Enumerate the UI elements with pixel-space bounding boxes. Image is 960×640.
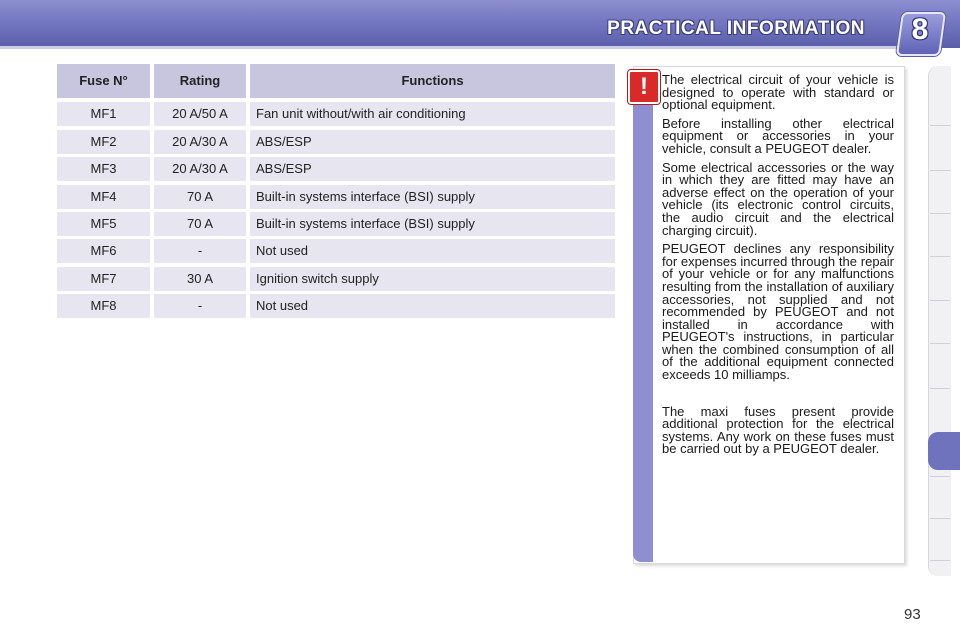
tab-divider bbox=[930, 170, 950, 171]
tab-divider bbox=[930, 125, 950, 126]
fuse-function: Not used bbox=[250, 239, 615, 263]
table-row bbox=[57, 239, 615, 263]
warning-text bbox=[662, 74, 894, 462]
table-row bbox=[57, 157, 615, 181]
warning-paragraph: Before installing other electrical equipment or accessories in your vehicle, consult a PEUGEOT dealer. bbox=[662, 115, 894, 156]
table-row bbox=[57, 267, 615, 291]
fuse-function: Fan unit without/with air conditioning bbox=[250, 102, 615, 126]
fuse-number: MF8 bbox=[57, 294, 150, 318]
tab-divider bbox=[930, 560, 950, 561]
fuse-rating: 30 A bbox=[154, 267, 246, 291]
column-header-functions: Functions bbox=[250, 64, 615, 98]
chapter-tab-strip bbox=[928, 66, 951, 576]
warning-paragraph: The maxi fuses present provide additional protection for the electrical systems. Any work on these fuses must be carried out by a PEUGEOT dealer. bbox=[662, 403, 894, 457]
chapter-number: 8 bbox=[911, 13, 929, 46]
fuse-function: Not used bbox=[250, 294, 615, 318]
fuse-number: MF6 bbox=[57, 239, 150, 263]
warning-paragraph: Some electrical accessories or the way in which they are fitted may have an adverse effect on the operation of your vehicle (its electronic control circuits, the audio circuit and the electrical charging circuit). bbox=[662, 159, 894, 238]
table-row bbox=[57, 185, 615, 209]
fuse-rating: 20 A/30 A bbox=[154, 130, 246, 154]
fuse-rating: 20 A/30 A bbox=[154, 157, 246, 181]
tab-divider bbox=[930, 388, 950, 389]
fuse-number: MF2 bbox=[57, 130, 150, 154]
fuse-number: MF4 bbox=[57, 185, 150, 209]
fuse-function: ABS/ESP bbox=[250, 157, 615, 181]
table-row bbox=[57, 294, 615, 318]
warning-paragraph: The electrical circuit of your vehicle is designed to operate with standard or optional equipment. bbox=[662, 72, 894, 113]
fuse-rating: 70 A bbox=[154, 212, 246, 236]
fuse-rating: - bbox=[154, 239, 246, 263]
tab-divider bbox=[930, 256, 950, 257]
column-header-fuse: Fuse N° bbox=[57, 64, 150, 98]
fuse-number: MF3 bbox=[57, 157, 150, 181]
warning-paragraph: PEUGEOT declines any responsibility for expenses incurred through the repair of your vehicle or for any malfunctions resulting from the installation of auxiliary accessories, not supplied and not recommended by PEUGEOT and not installed in accordance with PEUGEOT's instructions, in particular when the combined consumption of all of the additional equipment connected exceeds 10 milliamps. bbox=[662, 241, 894, 383]
fuse-function: Ignition switch supply bbox=[250, 267, 615, 291]
fuse-function: Built-in systems interface (BSI) supply bbox=[250, 185, 615, 209]
table-row bbox=[57, 102, 615, 126]
fuse-rating: - bbox=[154, 294, 246, 318]
fuse-rating: 20 A/50 A bbox=[154, 102, 246, 126]
tab-divider bbox=[930, 213, 950, 214]
tab-divider bbox=[930, 518, 950, 519]
table-row bbox=[57, 130, 615, 154]
tab-divider bbox=[930, 343, 950, 344]
tab-divider bbox=[930, 300, 950, 301]
fuse-number: MF7 bbox=[57, 267, 150, 291]
warning-icon: ! bbox=[628, 70, 660, 104]
fuse-rating: 70 A bbox=[154, 185, 246, 209]
chapter-tab-active[interactable] bbox=[928, 432, 960, 470]
table-header-row bbox=[57, 64, 615, 98]
fuse-number: MF1 bbox=[57, 102, 150, 126]
fuse-function: ABS/ESP bbox=[250, 130, 615, 154]
header-underline bbox=[0, 46, 900, 49]
page-title: PRACTICAL INFORMATION bbox=[607, 18, 865, 39]
warning-sidebar bbox=[633, 90, 653, 562]
fuse-function: Built-in systems interface (BSI) supply bbox=[250, 212, 615, 236]
fuse-number: MF5 bbox=[57, 212, 150, 236]
table-row bbox=[57, 212, 615, 236]
page-number: 93 bbox=[904, 606, 921, 623]
tab-divider bbox=[930, 476, 950, 477]
column-header-rating: Rating bbox=[154, 64, 246, 98]
